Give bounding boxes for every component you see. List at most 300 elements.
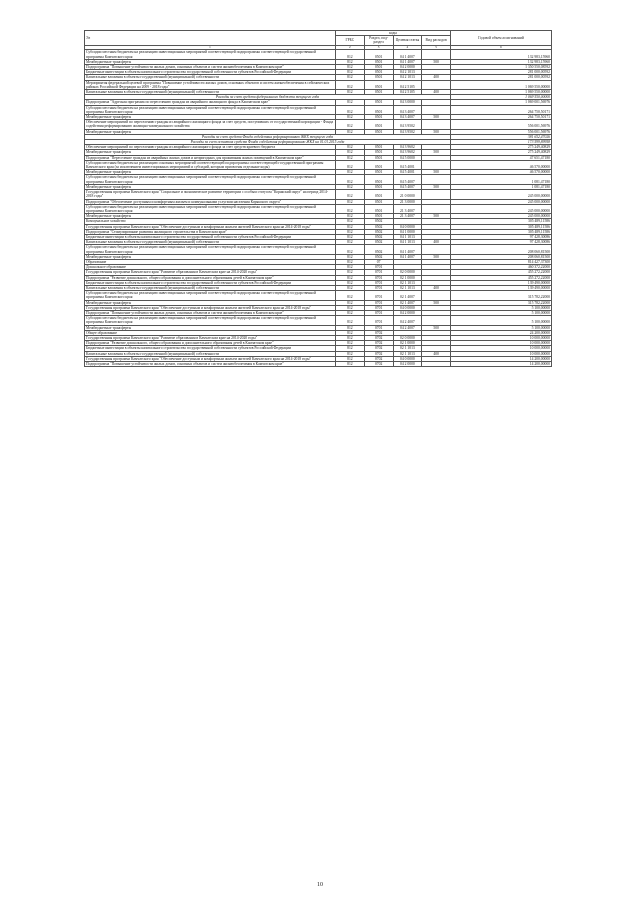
row-expense-type: 500: [422, 254, 451, 259]
row-sum: 305 489,11586: [451, 224, 552, 229]
row-target-article: 04 3 4007: [393, 115, 422, 120]
row-sum: 1 069 550,00000: [451, 90, 552, 95]
row-name: Подпрограмма "Переселение граждан из аварийных жилых домов и непригодных для проживания жилых помещений в Камчатском крае": [85, 155, 336, 160]
row-expense-type: 400: [422, 285, 451, 290]
row-target-article: 02 1 4007: [393, 291, 422, 300]
row-sum: 46 570,00000: [451, 170, 552, 175]
row-grbs: 812: [336, 254, 365, 259]
row-name: Межбюджетные трансферты: [85, 129, 336, 134]
row-name: Межбюджетные трансферты: [85, 184, 336, 189]
row-sum: 556 001,56976: [451, 120, 552, 129]
row-razdel: 0501: [364, 190, 393, 199]
row-expense-type: 500: [422, 129, 451, 134]
row-sum: 460 372,22000: [451, 265, 552, 270]
row-target-article: 04 1 4007: [393, 245, 422, 254]
row-expense-type: 500: [422, 115, 451, 120]
note-text: Расходы за счет средств Фонда содействия реформированию ЖКХ текущего года: [85, 134, 451, 139]
row-sum: 1 069 001,56976: [451, 100, 552, 105]
row-sum: 455 272,22000: [451, 275, 552, 280]
table-row: [85, 50, 552, 59]
table-row: [85, 362, 552, 367]
row-name: Подпрограмма "Адресная программа по переселению граждан из аварийного жилищного фонда в Камчатском крае": [85, 100, 336, 105]
row-grbs: 812: [336, 115, 365, 120]
row-expense-type: 500: [422, 59, 451, 64]
row-sum: 814 427,37300: [451, 259, 552, 264]
row-sum: 275 249,40829: [451, 145, 552, 150]
row-name: Межбюджетные трансферты: [85, 300, 336, 305]
row-expense-type: [422, 80, 451, 89]
row-sum: 315 782,22000: [451, 300, 552, 305]
row-sum: 1 069 550,00000: [451, 80, 552, 89]
row-name: Капитальные вложения в объекты государственной (муниципальной) собственности: [85, 285, 336, 290]
row-grbs: 812: [336, 129, 365, 134]
row-target-article: 04 2 0000: [393, 362, 422, 367]
row-razdel: 0501: [364, 204, 393, 213]
row-name: Межбюджетные трансферты: [85, 254, 336, 259]
row-name: Дошкольное образование: [85, 265, 336, 270]
row-sum: 1 350 550,08592: [451, 65, 552, 70]
row-razdel: 0701: [364, 310, 393, 315]
row-target-article: 04 1 4007: [393, 50, 422, 59]
row-target-article: 04 3 9602: [393, 150, 422, 155]
row-sum: 46 570,00000: [451, 160, 552, 169]
row-sum: 10 000,00000: [451, 335, 552, 340]
row-razdel: 0702: [364, 362, 393, 367]
table-row: [85, 190, 552, 199]
row-target-article: 04 1 4007: [393, 254, 422, 259]
row-name: Подпрограмма "Обеспечение доступным и комфортным жильем и коммунальными услугами населения Корякского округа": [85, 199, 336, 204]
row-expense-type: 500: [422, 325, 451, 330]
col-number: 4: [393, 45, 422, 50]
row-grbs: 812: [336, 240, 365, 245]
budget-table: [84, 30, 552, 367]
row-grbs: 812: [336, 300, 365, 305]
col-number: 5: [422, 45, 451, 50]
row-razdel: 0501: [364, 50, 393, 59]
row-sum: 14 200,00000: [451, 362, 552, 367]
row-sum: 455 272,22000: [451, 270, 552, 275]
row-razdel: 0702: [364, 346, 393, 351]
header-grbs: ГРБС: [336, 36, 365, 45]
table-row: [85, 316, 552, 325]
row-name: Государственная программа Камчатского края "Обеспечение доступным и комфортным жильем жителей Камчатского края на 2014-2018 годы": [85, 224, 336, 229]
row-razdel: 0702: [364, 341, 393, 346]
row-name: Капитальные вложения в объекты государственной (муниципальной) собственности: [85, 90, 336, 95]
row-target-article: 02 1 1013: [393, 346, 422, 351]
row-sum: 10 000,00000: [451, 341, 552, 346]
row-grbs: 812: [336, 259, 365, 264]
row-razdel: 0501: [364, 100, 393, 105]
note-sum: 381 652,47026: [451, 134, 552, 139]
row-expense-type: 500: [422, 300, 451, 305]
row-razdel: 0502: [364, 254, 393, 259]
row-target-article: 02 1 1013: [393, 280, 422, 285]
row-sum: 245 000,00000: [451, 214, 552, 219]
row-name: Субсидии местным бюджетам на реализацию основных мероприятий соответствующей подпрограммы соответствующей государственной программы Камчатского края (за исключением инвестиционных мероприятий и субсидий, которым присвоены отдельные коды): [85, 160, 336, 169]
col-number: 6: [451, 45, 552, 50]
row-expense-type: [422, 204, 451, 213]
row-razdel: 0701: [364, 305, 393, 310]
row-expense-type: 400: [422, 75, 451, 80]
row-target-article: 02 1 0000: [393, 341, 422, 346]
row-grbs: 812: [336, 160, 365, 169]
row-sum: 305 489,11586: [451, 219, 552, 224]
row-name: Субсидии местным бюджетам на реализацию инвестиционных мероприятий соответствующей подпрограммы соответствующей государственной программы Камчатского края: [85, 105, 336, 114]
row-razdel: 0502: [364, 229, 393, 234]
row-grbs: 812: [336, 356, 365, 361]
note-sum: 1 069 550,00000: [451, 95, 552, 100]
row-grbs: 812: [336, 341, 365, 346]
row-sum: 132 983,15960: [451, 59, 552, 64]
row-target-article: 02 1 0000: [393, 275, 422, 280]
row-target-article: 04 2 1013: [393, 70, 422, 75]
row-sum: 281 000,00592: [451, 75, 552, 80]
row-razdel: 0501: [364, 115, 393, 120]
row-grbs: 812: [336, 265, 365, 270]
row-name: Межбюджетные трансферты: [85, 150, 336, 155]
row-target-article: 04 3 9602: [393, 145, 422, 150]
row-sum: 5 100,00000: [451, 305, 552, 310]
row-target-article: 04 0 0000: [393, 305, 422, 310]
row-razdel: 0502: [364, 224, 393, 229]
row-grbs: 812: [336, 204, 365, 213]
row-name: Подпрограмма "Развитие дошкольного, общего образования и дополнительного образования детей в Камчатском крае": [85, 341, 336, 346]
row-sum: 97 428,30086: [451, 240, 552, 245]
row-target-article: 02 0 0000: [393, 270, 422, 275]
row-grbs: 812: [336, 50, 365, 59]
row-sum: 24 200,00000: [451, 330, 552, 335]
row-razdel: 0502: [364, 245, 393, 254]
row-razdel: 0501: [364, 160, 393, 169]
row-target-article: 02 1 1013: [393, 285, 422, 290]
row-razdel: 0501: [364, 70, 393, 75]
row-name: Государственная программа Камчатского края "Обеспечение доступным и комфортным жильем жителей Камчатского края на 2014-2018 годы": [85, 356, 336, 361]
row-name: Капитальные вложения в объекты государственной (муниципальной) собственности: [85, 351, 336, 356]
row-name: Мероприятия федеральной целевой программы "Повышение устойчивости жилых домов, основных объектов и систем жизнеобеспечения в сейсмических районах Российской Федерации на 2009 - 2018 годы": [85, 80, 336, 89]
row-sum: 5 100,00000: [451, 325, 552, 330]
row-target-article: 04 1 4007: [393, 59, 422, 64]
row-grbs: 812: [336, 120, 365, 129]
row-sum: 264 750,50171: [451, 115, 552, 120]
row-target-article: 21 0 0000: [393, 190, 422, 199]
row-name: Обеспечение мероприятий по переселению граждан из аварийного жилищного фонда за счет средств, поступивших от государственной корпорации - Фонда содействия реформированию жилищно-коммунального хозяйства: [85, 120, 336, 129]
row-grbs: 812: [336, 285, 365, 290]
row-grbs: 812: [336, 190, 365, 199]
row-razdel: 0701: [364, 270, 393, 275]
row-razdel: 0501: [364, 59, 393, 64]
row-sum: 315 782,22000: [451, 291, 552, 300]
row-grbs: 812: [336, 351, 365, 356]
row-name: Подпрограмма "Повышение устойчивости жилых домов, основных объектов и систем жизнеобеспечения в Камчатском крае": [85, 65, 336, 70]
row-grbs: 812: [336, 305, 365, 310]
row-razdel: 0501: [364, 129, 393, 134]
col-number: 2: [336, 45, 365, 50]
table-row: [85, 120, 552, 129]
table-row: [85, 175, 552, 184]
row-name: Межбюджетные трансферты: [85, 170, 336, 175]
row-expense-type: [422, 190, 451, 199]
header-row-top: [85, 31, 552, 36]
row-razdel: 0501: [364, 199, 393, 204]
row-grbs: 812: [336, 150, 365, 155]
row-sum: 245 000,00000: [451, 199, 552, 204]
row-target-article: 21 3 4007: [393, 204, 422, 213]
row-grbs: 812: [336, 80, 365, 89]
row-sum: 1 081,47180: [451, 175, 552, 184]
row-target-article: 04 1 1013: [393, 240, 422, 245]
col-number: 1: [85, 45, 336, 50]
row-name: Бюджетные инвестиции в объекты капитального строительства государственной собственности субъектов Российской Федерации: [85, 346, 336, 351]
row-sum: 208 060,81500: [451, 245, 552, 254]
row-expense-type: 500: [422, 184, 451, 189]
row-sum: 139 490,00000: [451, 280, 552, 285]
row-target-article: 21 3 0000: [393, 199, 422, 204]
row-grbs: 812: [336, 105, 365, 114]
row-target-article: 04 5 4001: [393, 160, 422, 169]
row-expense-type: [422, 50, 451, 59]
row-sum: 556 001,56976: [451, 129, 552, 134]
row-razdel: 0501: [364, 155, 393, 160]
row-name: Субсидии местным бюджетам на реализацию инвестиционных мероприятий соответствующей подпрограммы соответствующей государственной программы Камчатского края: [85, 204, 336, 213]
row-expense-type: 400: [422, 351, 451, 356]
row-grbs: 812: [336, 145, 365, 150]
row-grbs: 812: [336, 245, 365, 254]
header-sum: Годовой объем ассигнований: [451, 31, 552, 46]
row-sum: 281 000,00592: [451, 70, 552, 75]
row-grbs: 812: [336, 184, 365, 189]
row-sum: 245 000,00000: [451, 190, 552, 199]
row-target-article: 04 5 4001: [393, 170, 422, 175]
row-razdel: 0502: [364, 240, 393, 245]
row-target-article: 02 0 0000: [393, 335, 422, 340]
row-razdel: 0501: [364, 90, 393, 95]
table-row: [85, 80, 552, 89]
row-grbs: 812: [336, 70, 365, 75]
table-row: [85, 204, 552, 213]
row-expense-type: [422, 160, 451, 169]
table-row: [85, 105, 552, 114]
row-grbs: 812: [336, 330, 365, 335]
row-name: Субсидии местным бюджетам на реализацию инвестиционных мероприятий соответствующей подпрограммы соответствующей государственной программы Камчатского края: [85, 175, 336, 184]
page-number: 10: [317, 882, 323, 888]
row-target-article: 04 3 0000: [393, 100, 422, 105]
row-sum: 47 651,47180: [451, 155, 552, 160]
row-expense-type: 500: [422, 214, 451, 219]
row-sum: 14 200,00000: [451, 356, 552, 361]
note-sum: 173 599,89958: [451, 140, 552, 145]
row-razdel: 0502: [364, 234, 393, 239]
table-row: [85, 245, 552, 254]
row-grbs: 812: [336, 335, 365, 340]
row-target-article: 04 2 0000: [393, 65, 422, 70]
col-number: 3: [364, 45, 393, 50]
note-text: Расходы за счет остатков средств Фонда содействия реформированию ЖКХ на 01.01.2015 года: [85, 140, 451, 145]
row-razdel: 0702: [364, 330, 393, 335]
row-grbs: 812: [336, 310, 365, 315]
row-razdel: 0701: [364, 300, 393, 305]
row-target-article: 04 5 4007: [393, 184, 422, 189]
row-name: Образование: [85, 259, 336, 264]
row-grbs: 812: [336, 275, 365, 280]
row-grbs: 812: [336, 224, 365, 229]
row-target-article: 21 3 4007: [393, 214, 422, 219]
row-target-article: 04 0 0000: [393, 356, 422, 361]
table-row: [85, 160, 552, 169]
row-expense-type: [422, 362, 451, 367]
row-razdel: 0501: [364, 214, 393, 219]
row-grbs: 812: [336, 362, 365, 367]
row-razdel: 07: [364, 259, 393, 264]
row-target-article: 04 3 9502: [393, 120, 422, 129]
row-target-article: 04 3 4007: [393, 105, 422, 114]
row-grbs: 812: [336, 175, 365, 184]
row-razdel: 0501: [364, 120, 393, 129]
row-expense-type: [422, 316, 451, 325]
row-name: Субсидии местным бюджетам на реализацию инвестиционных мероприятий соответствующей подпрограммы соответствующей государственной программы Камчатского края: [85, 291, 336, 300]
row-target-article: 04 2 4007: [393, 325, 422, 330]
row-grbs: 812: [336, 155, 365, 160]
row-name: Межбюджетные трансферты: [85, 214, 336, 219]
row-grbs: 812: [336, 214, 365, 219]
row-name: Бюджетные инвестиции в объекты капитального строительства государственной собственности субъектов Российской Федерации: [85, 70, 336, 75]
row-expense-type: 400: [422, 240, 451, 245]
row-expense-type: [422, 175, 451, 184]
row-grbs: 812: [336, 346, 365, 351]
row-grbs: 812: [336, 59, 365, 64]
row-name: Субсидии местным бюджетам на реализацию инвестиционных мероприятий соответствующей подпрограммы соответствующей государственной программы Камчатского края: [85, 245, 336, 254]
row-grbs: 812: [336, 170, 365, 175]
row-name: Государственная программа Камчатского края "Развитие образования в Камчатском крае на 2014-2020 годы": [85, 270, 336, 275]
row-razdel: 0702: [364, 351, 393, 356]
row-grbs: 812: [336, 280, 365, 285]
row-razdel: 0701: [364, 285, 393, 290]
header-razdel: Раздел, под-раздел: [364, 36, 393, 45]
row-razdel: 0702: [364, 356, 393, 361]
row-expense-type: [422, 120, 451, 129]
row-name: Межбюджетные трансферты: [85, 325, 336, 330]
row-name: Субсидии местным бюджетам на реализацию инвестиционных мероприятий соответствующей подпрограммы соответствующей государственной программы Камчатского края: [85, 316, 336, 325]
row-target-article: 04 2 1013: [393, 75, 422, 80]
row-razdel: 0501: [364, 145, 393, 150]
row-grbs: 812: [336, 199, 365, 204]
row-name: Общее образование: [85, 330, 336, 335]
row-razdel: 0701: [364, 325, 393, 330]
row-target-article: 02 1 4007: [393, 300, 422, 305]
budget-table-page: [84, 30, 552, 367]
row-grbs: 812: [336, 229, 365, 234]
row-target-article: 04 5 4007: [393, 175, 422, 184]
row-name: Коммунальное хозяйство: [85, 219, 336, 224]
row-name: Подпрограмма "Повышение устойчивости жилых домов, основных объектов и систем жизнеобеспечения в Камчатском крае": [85, 362, 336, 367]
row-razdel: 0501: [364, 80, 393, 89]
row-name: Капитальные вложения в объекты государственной (муниципальной) собственности: [85, 240, 336, 245]
row-grbs: 812: [336, 219, 365, 224]
row-sum: 10 000,00000: [451, 351, 552, 356]
row-target-article: 04 0 0000: [393, 224, 422, 229]
row-razdel: 0501: [364, 175, 393, 184]
header-name: Эл: [85, 31, 336, 46]
row-grbs: 812: [336, 100, 365, 105]
row-sum: 5 100,00000: [451, 310, 552, 315]
row-grbs: 812: [336, 65, 365, 70]
row-grbs: 812: [336, 291, 365, 300]
row-expense-type: [422, 245, 451, 254]
row-razdel: 0501: [364, 75, 393, 80]
row-grbs: 812: [336, 316, 365, 325]
header-vr: Вид расходов: [422, 36, 451, 45]
row-razdel: 0701: [364, 275, 393, 280]
row-expense-type: 500: [422, 170, 451, 175]
row-name: Обеспечение мероприятий по переселению граждан из аварийного жилищного фонда за счет средств краевого бюджета: [85, 145, 336, 150]
row-razdel: 0501: [364, 170, 393, 175]
row-expense-type: 400: [422, 90, 451, 95]
row-razdel: 0701: [364, 280, 393, 285]
row-target-article: 04 3 9502: [393, 129, 422, 134]
row-name: Подпрограмма "Повышение устойчивости жилых домов, основных объектов и систем жизнеобеспечения в Камчатском крае": [85, 310, 336, 315]
row-grbs: 812: [336, 270, 365, 275]
row-grbs: 812: [336, 90, 365, 95]
row-name: Государственная программа Камчатского края "Социальное и экономическое развитие территории с особым статусом "Корякский округ" на период 2014-2018 годы": [85, 190, 336, 199]
row-razdel: 0501: [364, 65, 393, 70]
row-name: Государственная программа Камчатского края "Обеспечение доступным и комфортным жильем жителей Камчатского края на 2014-2018 годы": [85, 305, 336, 310]
row-grbs: 812: [336, 325, 365, 330]
row-grbs: 812: [336, 234, 365, 239]
row-name: Субсидии местным бюджетам на реализацию инвестиционных мероприятий соответствующей подпрограммы соответствующей государственной программы Камчатского края: [85, 50, 336, 59]
row-name: Межбюджетные трансферты: [85, 59, 336, 64]
row-sum: 132 983,15960: [451, 50, 552, 59]
row-sum: 245 000,00000: [451, 204, 552, 213]
row-sum: 10 000,00000: [451, 346, 552, 351]
row-name: Подпрограмма "Развитие дошкольного, общего образования и дополнительного образования детей в Камчатском крае": [85, 275, 336, 280]
row-expense-type: [422, 105, 451, 114]
table-body: [85, 50, 552, 367]
row-razdel: 0501: [364, 150, 393, 155]
note-text: Расходы за счет средств федерального бюджета текущего года: [85, 95, 451, 100]
row-sum: 139 490,00000: [451, 285, 552, 290]
row-expense-type: [422, 291, 451, 300]
row-name: Капитальные вложения в объекты государственной (муниципальной) собственности: [85, 75, 336, 80]
row-name: Межбюджетные трансферты: [85, 115, 336, 120]
row-razdel: 0701: [364, 265, 393, 270]
header-codes: коды: [336, 31, 451, 36]
row-target-article: 04 1 0000: [393, 229, 422, 234]
row-name: Подпрограмма "Стимулирование развития жилищного строительства в Камчатском крае": [85, 229, 336, 234]
row-target-article: 04 2 4007: [393, 316, 422, 325]
row-sum: 1 081,47180: [451, 184, 552, 189]
row-razdel: 0501: [364, 184, 393, 189]
row-razdel: 0701: [364, 291, 393, 300]
row-razdel: 0701: [364, 316, 393, 325]
row-razdel: 0502: [364, 219, 393, 224]
row-name: Бюджетные инвестиции в объекты капитального строительства государственной собственности субъектов Российской Федерации: [85, 234, 336, 239]
row-name: Бюджетные инвестиции в объекты капитального строительства государственной собственности субъектов Российской Федерации: [85, 280, 336, 285]
row-razdel: 0501: [364, 105, 393, 114]
row-target-article: 04 2 0000: [393, 310, 422, 315]
table-row: [85, 291, 552, 300]
row-sum: 264 750,50171: [451, 105, 552, 114]
row-target-article: 04 2 5105: [393, 80, 422, 89]
row-grbs: 812: [336, 75, 365, 80]
header-cs: Целевая статья: [393, 36, 422, 45]
row-target-article: 04 2 5105: [393, 90, 422, 95]
row-sum: 97 428,30086: [451, 234, 552, 239]
row-name: Государственная программа Камчатского края "Развитие образования в Камчатском крае на 2014-2020 годы": [85, 335, 336, 340]
row-target-article: 04 1 1013: [393, 234, 422, 239]
row-razdel: 0702: [364, 335, 393, 340]
row-expense-type: 500: [422, 150, 451, 155]
row-sum: 208 060,81500: [451, 254, 552, 259]
row-sum: 305 489,11586: [451, 229, 552, 234]
